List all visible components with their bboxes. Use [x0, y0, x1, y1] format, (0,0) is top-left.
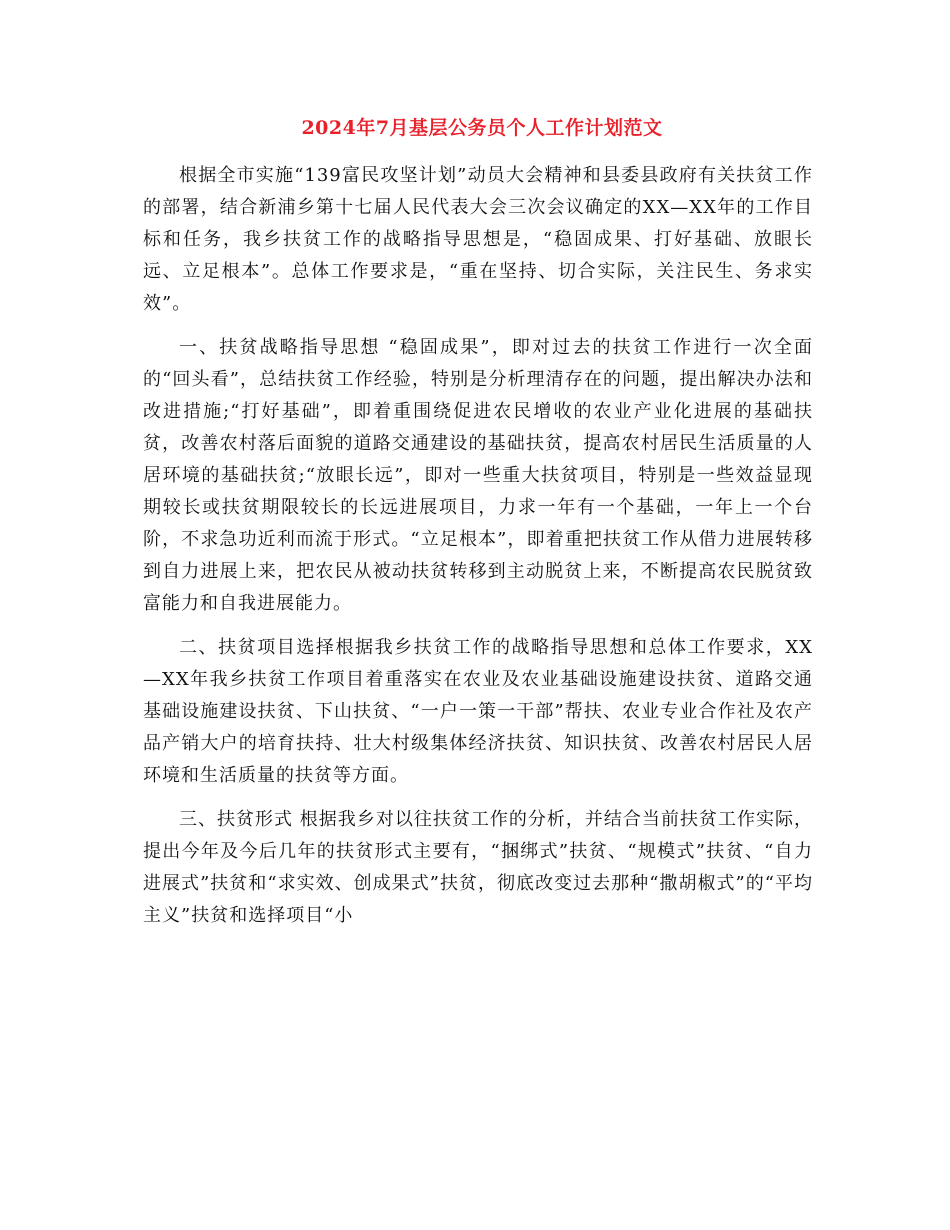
- document-title: 2024年7月基层公务员个人工作计划范文: [301, 117, 663, 139]
- document-page: [143, 108, 813, 944]
- paragraph-section-1: 一、扶贫战略指导思想 “稳固成果”，即对过去的扶贫工作进行一次全面的“回头看”，总结扶贫工作经验，特别是分析理清存在的问题，提出解决办法和改进措施;“打好基础”，即着重围绕促进农民增收的农业产业化进展的基础扶贫，改善农村落后面貌的道路交通建设的基础扶贫，提高农村居民生活质量的人居环境的基础扶贫;“放眼长远”，即对一些重大扶贫项目，特别是一些效益显现期较长或扶贫期限较长的长远进展项目，力求一年有一个基础，一年上一个台阶，不求急功近利而流于形式。“立足根本”，即着重把扶贫工作从借力进展转移到自力进展上来，把农民从被动扶贫转移到主动脱贫上来，不断提高农民脱贫致富能力和自我进展能力。: [143, 337, 813, 614]
- paragraph-section-2: 二、扶贫项目选择根据我乡扶贫工作的战略指导思想和总体工作要求，XX—XX年我乡扶贫工作项目着重落实在农业及农业基础设施建设扶贫、道路交通基础设施建设扶贫、下山扶贫、“一户一策一干部”帮扶、农业专业合作社及农产品产销大户的培育扶持、壮大村级集体经济扶贫、知识扶贫、改善农村居民人居环境和生活质量的扶贫等方面。: [143, 637, 813, 786]
- paragraph-intro: 根据全市实施“139富民攻坚计划”动员大会精神和县委县政府有关扶贫工作的部署，结合新浦乡第十七届人民代表大会三次会议确定的XX—XX年的工作目标和任务，我乡扶贫工作的战略指导思想是，“稳固成果、打好基础、放眼长远、立足根本”。总体工作要求是，“重在坚持、切合实际，关注民生、务求实效”。: [143, 165, 813, 314]
- paragraph-section-3: 三、扶贫形式 根据我乡对以往扶贫工作的分析，并结合当前扶贫工作实际，提出今年及今后几年的扶贫形式主要有，“捆绑式”扶贫、“规模式”扶贫、“自力进展式”扶贫和“求实效、创成果式”扶贫，彻底改变过去那种“撒胡椒式”的“平均主义”扶贫和选择项目“小: [143, 809, 813, 926]
